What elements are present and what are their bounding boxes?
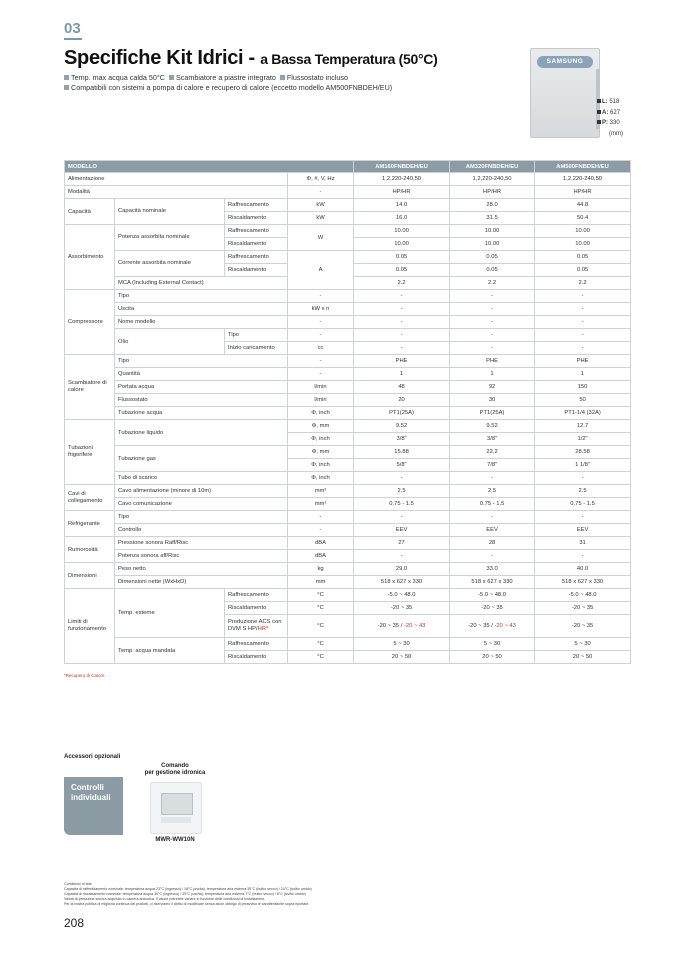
feature-2: Scambiatore a piastre integrato bbox=[175, 73, 276, 82]
table-row: Portata acqua l/min 48 92 150 bbox=[65, 381, 631, 394]
page-title bbox=[64, 47, 437, 70]
table-row: Riscaldamento °C 20 ~ 50 20 ~ 50 20 ~ 50 bbox=[65, 651, 631, 664]
header-model: MODELLO bbox=[65, 161, 354, 173]
header-model-3: AM500FNBDEH/EU bbox=[535, 161, 631, 173]
bullet-square-icon bbox=[169, 75, 174, 80]
bullet-square-icon bbox=[64, 85, 69, 90]
table-row: Limiti di funzionamento Temp. esterne Raffrescamento °C -5.0 ~ 48.0 -5.0 ~ 48.0 -5.0 ~ 48.0 bbox=[65, 589, 631, 602]
table-row: Tubazioni frigorifere Tubazione liquido Φ, mm 9.52 9.52 12.7 bbox=[65, 420, 631, 433]
test-conditions: Condizioni di test: Capacità di raffreddamento nominale: temperatura acqua 23°C (ingresso) / 18°C (uscita), temperatura aria esterna 35°C (bulbo secco) / 24°C (bulbo umido) Capacità di riscaldamento nominale: temperatura acqua 30°C (ingresso) / 35°C (uscita), temperatura aria esterna 7°C (bulbo secco) / 6°C (bulbo umido) Valore di pressione sonora acquisito in camera anecoica. Il valore potrebbe variare in funzione delle condizioni di installazione. Per la nostra politica di miglioria continua dei prodotti, ci riserviamo il diritto di modificare senza alcun obbligo di preavviso le caratteristiche sopra riportate. bbox=[64, 882, 312, 906]
dimension-marker-icon bbox=[597, 99, 601, 103]
unit-dimensions: L: 518 A: 627 P: 330 (mm) bbox=[603, 97, 623, 139]
accessory-code: MWR-WW10N bbox=[155, 837, 195, 843]
table-row: Rumorosità Pressione sonora Raff/Risc dBA 27 28 31 bbox=[65, 537, 631, 550]
table-row: Inizio caricamento cc - - - bbox=[65, 342, 631, 355]
table-row: Tubo di scarico Φ, inch - - - bbox=[65, 472, 631, 485]
specifications-table bbox=[64, 160, 631, 664]
hydro-kit-unit-image bbox=[530, 48, 600, 138]
table-header-row bbox=[65, 161, 631, 173]
header-model-2: AM320FNBDEH/EU bbox=[450, 161, 535, 173]
controller-buttons-icon bbox=[161, 817, 191, 823]
table-row: Uscita kW x n - - - bbox=[65, 303, 631, 316]
table-row: Produzione ACS con DVM S HP/HR* °C -20 ~ 35 / -20 ~ 43 -20 ~ 35 / -20 ~ 43 -20 ~ 35 bbox=[65, 615, 631, 638]
table-row: Tubazione acqua Φ, inch PT1(25A) PT1(25A) PT1-1/4 (32A) bbox=[65, 407, 631, 420]
section-underline bbox=[64, 38, 82, 40]
table-row: Temp. acqua mandata Raffrescamento °C 5 ~ 30 5 ~ 30 5 ~ 30 bbox=[65, 638, 631, 651]
table-row: Cavi di collegamento Cavo alimentazione (minore di 10m) mm² 2.5 2.5 2.5 bbox=[65, 485, 631, 498]
table-row: Modalità - HP/HR HP/HR HP/HR bbox=[65, 186, 631, 199]
table-row: Potenza sonora aff/Risc dBA - - - bbox=[65, 550, 631, 563]
samsung-logo: SAMSUNG bbox=[537, 56, 593, 68]
feature-4: Compatibili con sistemi a pompa di calore e recupero di calore (eccetto modello AM500FNBDEH/EU) bbox=[71, 83, 393, 92]
table-row: Capacità Capacità nominale Raffrescamento kW 14.0 28.0 44.8 bbox=[65, 199, 631, 212]
table-row: Olio Tipo - - - - bbox=[65, 329, 631, 342]
table-row: Nome modello - - - - bbox=[65, 316, 631, 329]
table-row: Dimensioni Peso netto kg 29.0 33.0 40.0 bbox=[65, 563, 631, 576]
table-row: Cavo comunicazione mm² 0.75 - 1.5 0.75 - 1.5 0.75 - 1.5 bbox=[65, 498, 631, 511]
title-sub: a Bassa Temperatura (50°C) bbox=[260, 51, 438, 67]
feature-1: Temp. max acqua calda 50°C bbox=[71, 73, 165, 82]
accessories-category-label-1: Controlli bbox=[71, 783, 104, 792]
table-row: Dimensioni nette (WxHxD) mm 518 x 627 x 330 518 x 627 x 330 518 x 627 x 330 bbox=[65, 576, 631, 589]
dimension-marker-icon bbox=[597, 110, 601, 114]
accessories-category-label-2: individuali bbox=[71, 793, 111, 802]
table-row: Riscaldamento 10.00 10.00 10.00 bbox=[65, 238, 631, 251]
feature-line-2 bbox=[64, 83, 392, 92]
controller-screen-icon bbox=[161, 793, 193, 815]
footnote: *Recupero di Calore bbox=[64, 673, 105, 678]
title-main: Specifiche Kit Idrici - bbox=[64, 47, 261, 69]
table-row: Flussostato l/min 20 30 50 bbox=[65, 394, 631, 407]
controller-image bbox=[150, 782, 202, 834]
section-number: 03 bbox=[64, 20, 81, 37]
table-row: Corrente assorbita nominale Raffrescamento A 0.05 0.05 0.05 bbox=[65, 251, 631, 264]
table-row: Φ, inch 5/8" 7/8" 1 1/8" bbox=[65, 459, 631, 472]
accessories-title: Accessori opzionali bbox=[64, 754, 121, 760]
table-row: Controllo - EEV EEV EEV bbox=[65, 524, 631, 537]
table-row: Alimentazione Φ, #, V, Hz 1,2,220-240,50 1,2,220-240,50 1,2,220-240,50 bbox=[65, 173, 631, 186]
table-row: Refrigerante Tipo - - - - bbox=[65, 511, 631, 524]
table-row: Assorbimento Potenza assorbita nominale Raffrescamento W 10.00 10.00 10.00 bbox=[65, 225, 631, 238]
page-number: 208 bbox=[64, 916, 85, 930]
table-row: Tubazione gas Φ, mm 15.88 22.2 28.58 bbox=[65, 446, 631, 459]
bullet-square-icon bbox=[280, 75, 285, 80]
accessory-caption: Comando per gestione idronica bbox=[144, 763, 206, 776]
header-model-1: AM160FNBDEH/EU bbox=[354, 161, 450, 173]
table-row: Quantità - 1 1 1 bbox=[65, 368, 631, 381]
table-row: Riscaldamento kW 16.0 31.5 50.4 bbox=[65, 212, 631, 225]
bullet-square-icon bbox=[64, 75, 69, 80]
feature-3: Flussostato incluso bbox=[286, 73, 348, 82]
accessories-category-box bbox=[64, 777, 123, 835]
table-row: Riscaldamento 0.05 0.05 0.05 bbox=[65, 264, 631, 277]
table-row: Φ, inch 3/8" 3/8" 1/2" bbox=[65, 433, 631, 446]
table-row: Riscaldamento °C -20 ~ 35 -20 ~ 35 -20 ~ 35 bbox=[65, 602, 631, 615]
table-row: Scambiatore di calore Tipo - PHE PHE PHE bbox=[65, 355, 631, 368]
table-row: MCA (Including External Contact) 2.2 2.2 2.2 bbox=[65, 277, 631, 290]
table-row: Compressore Tipo - - - - bbox=[65, 290, 631, 303]
feature-line-1 bbox=[64, 73, 348, 82]
dimension-marker-icon bbox=[597, 120, 601, 124]
